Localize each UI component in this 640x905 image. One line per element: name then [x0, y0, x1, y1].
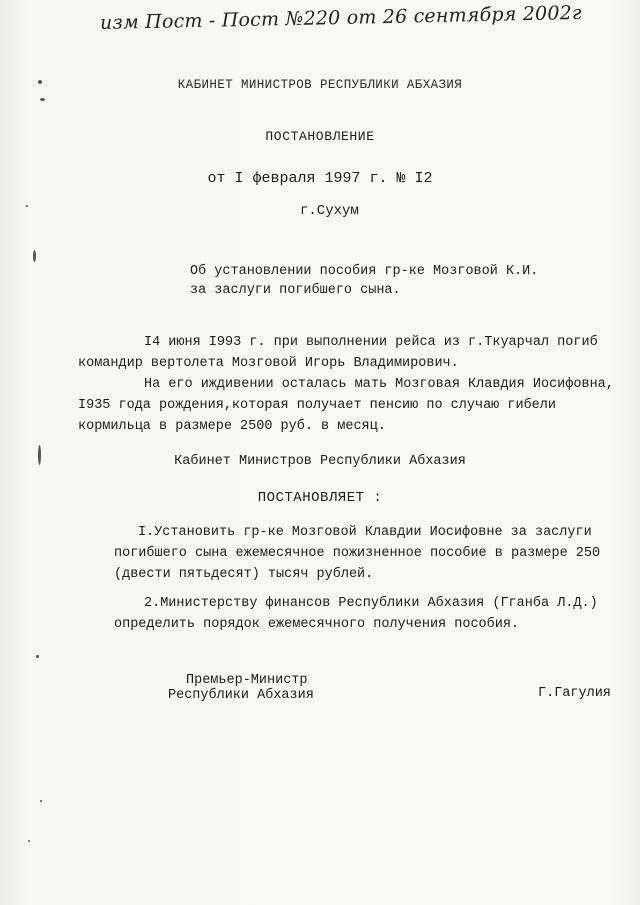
preamble-line: I935 года рождения,которая получает пенсию по случаю гибели [78, 398, 556, 413]
preamble-line: командир вертолета Мозговой Игорь Владимирович. [78, 356, 459, 371]
scan-speck [40, 800, 42, 802]
signer-name: Г.Гагулия [538, 686, 611, 701]
subject-line: Об установлении пособия гр-ке Мозговой К.И. [190, 264, 539, 279]
scan-speck [33, 250, 36, 262]
preamble-line: I4 июня I993 г. при выполнении рейса из г.Ткуарчал погиб [144, 335, 598, 350]
date-and-number: от I февраля 1997 г. № I2 [207, 170, 433, 187]
preamble-line: кормильца в размере 2500 руб. в месяц. [78, 419, 386, 434]
point-1-line: (двести пятьдесят) тысяч рублей. [114, 567, 374, 582]
city: г.Сухум [300, 203, 359, 219]
point-1-line: погибшего сына ежемесячное пожизненное пособие в размере 250 [114, 546, 601, 561]
signature-title [168, 673, 314, 703]
scan-speck [26, 205, 28, 207]
scan-speck [38, 80, 42, 84]
scan-speck [28, 840, 30, 842]
point-2-line: 2.Министерству финансов Республики Абхазия (Гганба Л.Д.) [144, 596, 598, 611]
preamble [78, 332, 618, 437]
cabinet-line: Кабинет Министров Республики Абхазия [174, 454, 466, 469]
signature-title-line: Республики Абхазия [168, 688, 314, 703]
signature-title-line: Премьер-Министр [186, 673, 308, 688]
handwritten-amendment-note: изм Пост - Пост №220 от 26 сентября 2002г [99, 1, 582, 34]
document-type: ПОСТАНОВЛЕНИЕ [265, 129, 375, 144]
point-2-line: определить порядок ежемесячного получения пособия. [114, 617, 520, 632]
issuer-heading: КАБИНЕТ МИНИСТРОВ РЕСПУБЛИКИ АБХАЗИЯ [177, 78, 463, 92]
subject-line: за заслуги погибшего сына. [190, 283, 401, 298]
scan-speck [40, 98, 45, 101]
scan-speck [38, 445, 41, 465]
preamble-line: На его иждивении осталась мать Мозговая Клавдия Иосифовна, [144, 377, 614, 392]
point-1-line: I.Установить гр-ке Мозговой Клавдии Иосифовне за заслуги [138, 525, 592, 540]
scan-speck [36, 655, 39, 658]
subject-block [190, 262, 538, 300]
resolution-points [78, 522, 600, 635]
resolves-heading: ПОСТАНОВЛЯЕТ : [257, 490, 383, 506]
